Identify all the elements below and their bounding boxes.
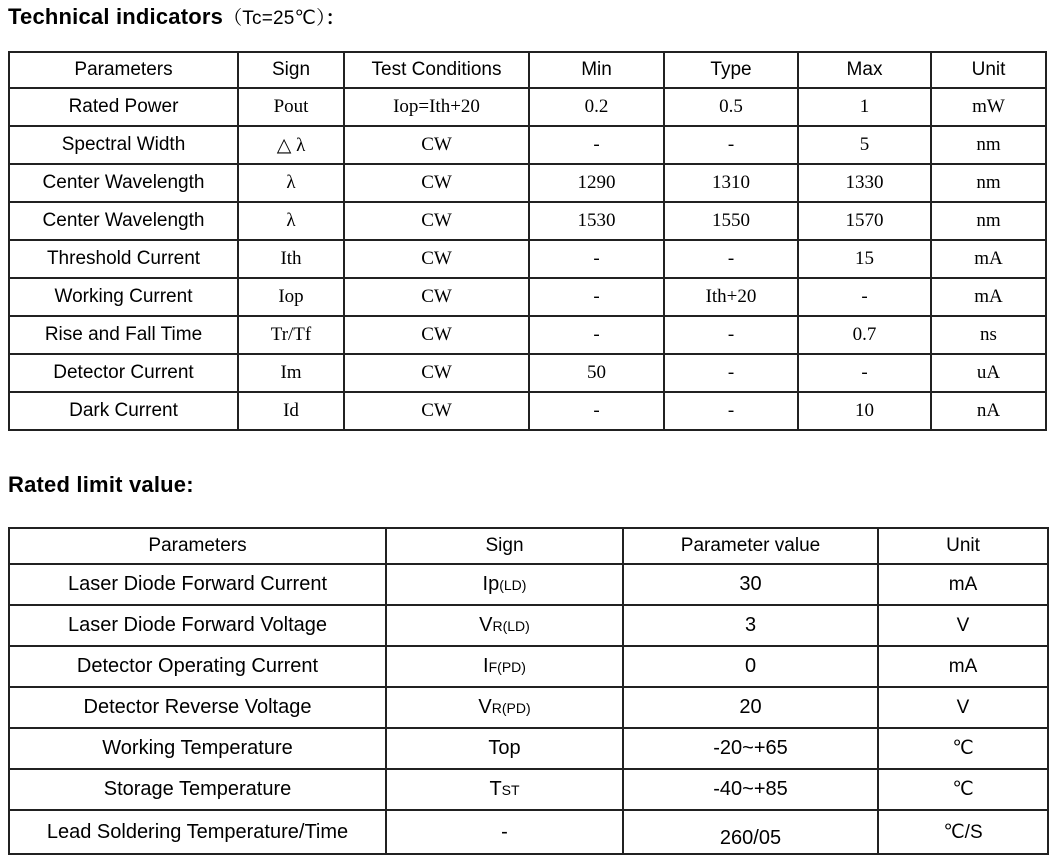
header-row — [9, 528, 1048, 564]
sign-sub: ST — [501, 782, 520, 798]
cell: 260/05 — [623, 810, 878, 854]
table-row — [9, 728, 1048, 769]
cell: CW — [344, 240, 529, 278]
column-header: Unit — [878, 528, 1048, 564]
sign-sub: R(LD) — [492, 618, 530, 634]
cell: -20~+65 — [623, 728, 878, 769]
column-header: Test Conditions — [344, 52, 529, 88]
cell: Center Wavelength — [9, 202, 238, 240]
cell: 15 — [798, 240, 931, 278]
cell: nm — [931, 126, 1046, 164]
title-text: Technical indicators — [8, 4, 224, 29]
column-header: Parameters — [9, 52, 238, 88]
cell: - — [664, 126, 798, 164]
cell: Tr/Tf — [238, 316, 344, 354]
cell: 1550 — [664, 202, 798, 240]
cell: CW — [344, 278, 529, 316]
cell: - — [529, 126, 664, 164]
cell: ℃ — [878, 769, 1048, 810]
cell: Detector Reverse Voltage — [9, 687, 386, 728]
cell: Detector Operating Current — [9, 646, 386, 687]
cell: Spectral Width — [9, 126, 238, 164]
cell: - — [529, 392, 664, 430]
cell: Pout — [238, 88, 344, 126]
cell: Working Temperature — [9, 728, 386, 769]
column-header: Sign — [238, 52, 344, 88]
cell: - — [529, 278, 664, 316]
cell: -40~+85 — [623, 769, 878, 810]
title-condition: （Tc=25℃） — [223, 8, 326, 29]
table-row — [9, 354, 1046, 392]
rated-limit-value-table — [8, 527, 1049, 855]
column-header: Parameters — [9, 528, 386, 564]
cell: Im — [238, 354, 344, 392]
cell: Ith — [238, 240, 344, 278]
cell: Lead Soldering Temperature/Time — [9, 810, 386, 854]
column-header: Min — [529, 52, 664, 88]
technical-indicators-table — [8, 51, 1047, 431]
cell: Rated Power — [9, 88, 238, 126]
cell — [386, 646, 623, 687]
sign-main: I — [483, 655, 489, 677]
column-header: Sign — [386, 528, 623, 564]
section-title-technical-indicators — [8, 3, 345, 30]
sign-sub: F(PD) — [488, 659, 526, 675]
cell: 0.5 — [664, 88, 798, 126]
cell: nm — [931, 164, 1046, 202]
section-title-rated-limit-value — [8, 472, 194, 498]
cell: mA — [878, 646, 1048, 687]
cell: V — [878, 687, 1048, 728]
cell: - — [664, 392, 798, 430]
table-row — [9, 392, 1046, 430]
cell: 0 — [623, 646, 878, 687]
table-row — [9, 164, 1046, 202]
cell: mW — [931, 88, 1046, 126]
cell: - — [664, 354, 798, 392]
table-row — [9, 278, 1046, 316]
cell: - — [664, 240, 798, 278]
sign-main: T — [489, 778, 502, 800]
cell — [386, 769, 623, 810]
cell: Iop — [238, 278, 344, 316]
cell: ns — [931, 316, 1046, 354]
cell: CW — [344, 392, 529, 430]
cell: Ith+20 — [664, 278, 798, 316]
table-row — [9, 605, 1048, 646]
cell: 50 — [529, 354, 664, 392]
cell: nm — [931, 202, 1046, 240]
table-row — [9, 564, 1048, 605]
cell: 5 — [798, 126, 931, 164]
cell: ℃/S — [878, 810, 1048, 854]
cell: Iop=Ith+20 — [344, 88, 529, 126]
table-row — [9, 687, 1048, 728]
cell: Threshold Current — [9, 240, 238, 278]
title-text: Rated limit value: — [8, 472, 194, 497]
cell: Detector Current — [9, 354, 238, 392]
cell — [386, 728, 623, 769]
header-row — [9, 52, 1046, 88]
cell: 1 — [798, 88, 931, 126]
cell: Dark Current — [9, 392, 238, 430]
sign-main: Ip — [482, 573, 500, 595]
column-header: Unit — [931, 52, 1046, 88]
cell: 20 — [623, 687, 878, 728]
cell: Working Current — [9, 278, 238, 316]
cell — [386, 687, 623, 728]
cell: 1530 — [529, 202, 664, 240]
cell: uA — [931, 354, 1046, 392]
title-colon: ： — [325, 8, 345, 29]
cell: λ — [238, 164, 344, 202]
sign-sub: (LD) — [499, 577, 527, 593]
table-row — [9, 202, 1046, 240]
table-row — [9, 646, 1048, 687]
cell — [386, 564, 623, 605]
cell: - — [798, 354, 931, 392]
cell: Id — [238, 392, 344, 430]
cell: CW — [344, 126, 529, 164]
table-row — [9, 88, 1046, 126]
cell: 1570 — [798, 202, 931, 240]
cell: CW — [344, 164, 529, 202]
table-row — [9, 769, 1048, 810]
cell: Center Wavelength — [9, 164, 238, 202]
cell: 10 — [798, 392, 931, 430]
cell: 1330 — [798, 164, 931, 202]
cell — [386, 810, 623, 854]
cell: - — [529, 316, 664, 354]
cell: 0.2 — [529, 88, 664, 126]
cell: Laser Diode Forward Current — [9, 564, 386, 605]
cell: ℃ — [878, 728, 1048, 769]
column-header: Max — [798, 52, 931, 88]
cell: Storage Temperature — [9, 769, 386, 810]
table-row — [9, 810, 1048, 854]
cell: - — [664, 316, 798, 354]
cell: mA — [931, 240, 1046, 278]
cell: △ λ — [238, 126, 344, 164]
sign-main: V — [479, 614, 493, 636]
column-header: Parameter value — [623, 528, 878, 564]
cell: 3 — [623, 605, 878, 646]
sign-main: - — [501, 820, 508, 843]
cell: CW — [344, 354, 529, 392]
cell: V — [878, 605, 1048, 646]
cell: mA — [878, 564, 1048, 605]
column-header: Type — [664, 52, 798, 88]
sign-main: Top — [488, 737, 521, 759]
cell: CW — [344, 202, 529, 240]
cell: CW — [344, 316, 529, 354]
cell: - — [529, 240, 664, 278]
cell: Rise and Fall Time — [9, 316, 238, 354]
table-row — [9, 240, 1046, 278]
cell: 1310 — [664, 164, 798, 202]
cell: 1290 — [529, 164, 664, 202]
cell: - — [798, 278, 931, 316]
cell: λ — [238, 202, 344, 240]
cell: 0.7 — [798, 316, 931, 354]
sign-main: V — [478, 696, 492, 718]
table-row — [9, 316, 1046, 354]
cell: 30 — [623, 564, 878, 605]
cell: nA — [931, 392, 1046, 430]
sign-sub: R(PD) — [491, 700, 531, 716]
cell — [386, 605, 623, 646]
cell: mA — [931, 278, 1046, 316]
cell: Laser Diode Forward Voltage — [9, 605, 386, 646]
table-row — [9, 126, 1046, 164]
